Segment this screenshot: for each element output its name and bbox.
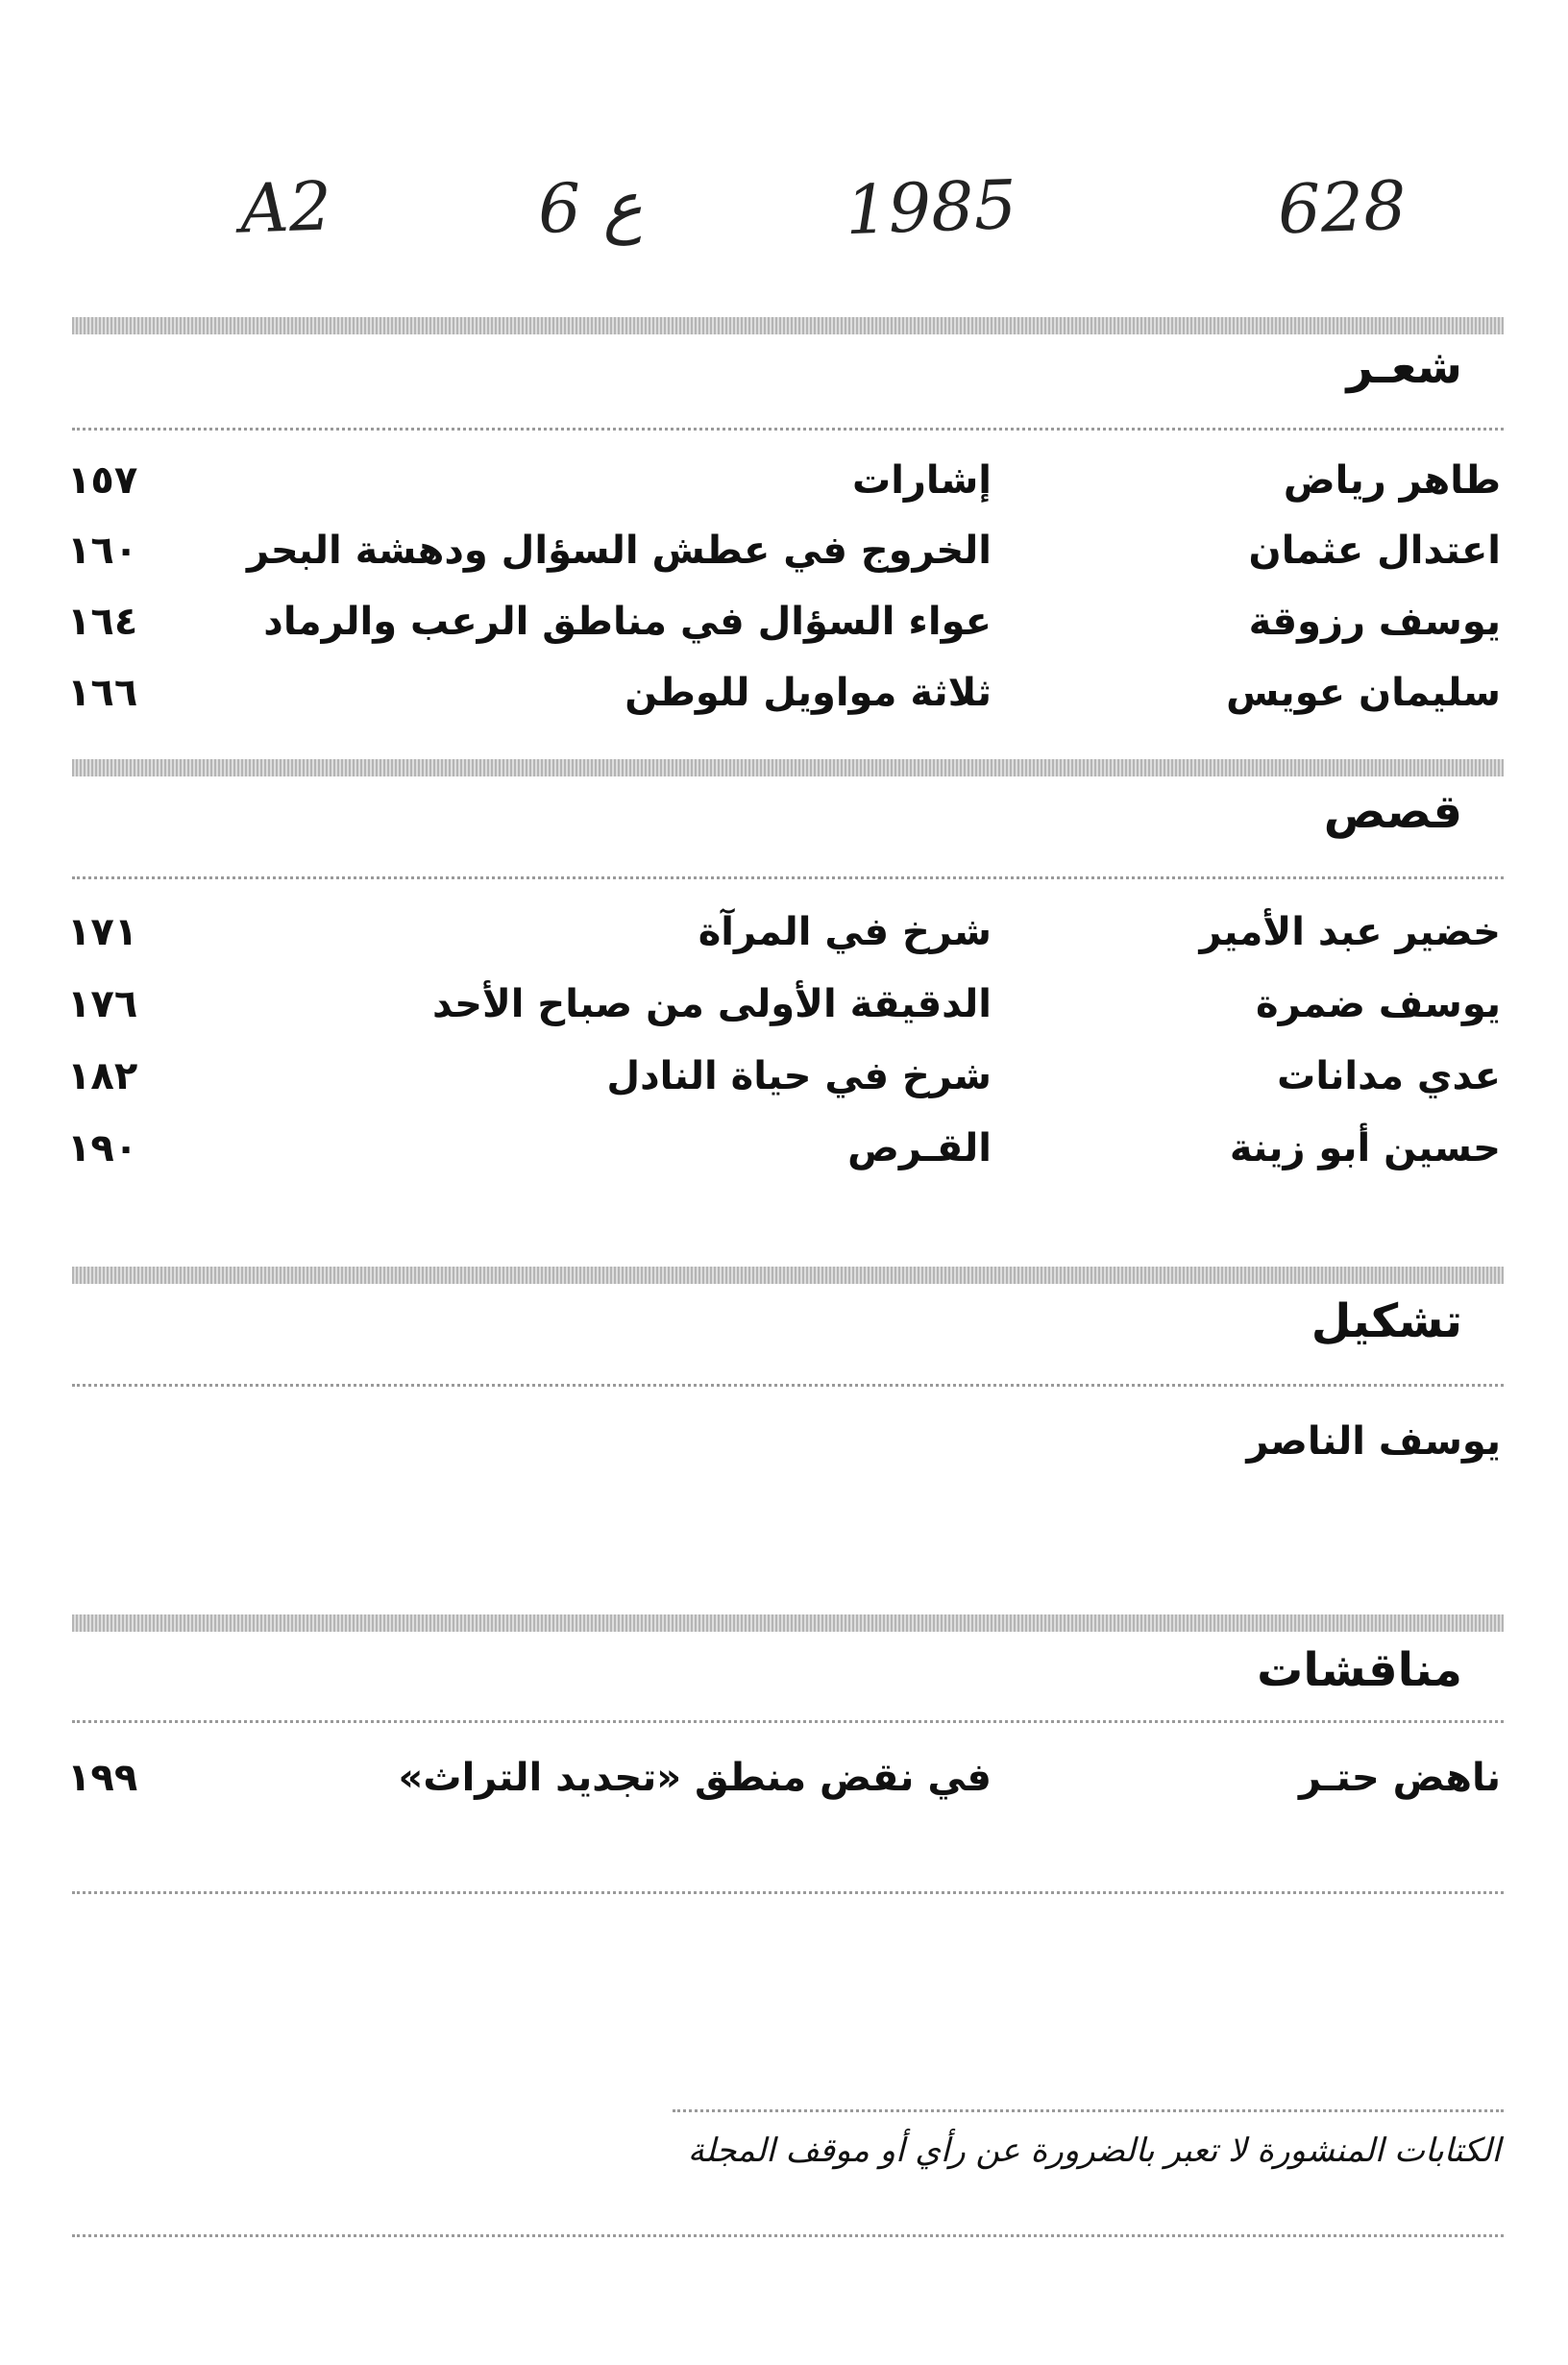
section-divider: [72, 1267, 1504, 1284]
toc-entry[interactable]: [0, 899, 1568, 966]
handwritten-note-2: 1985: [844, 164, 1018, 251]
section-divider: [72, 759, 1504, 776]
section-divider: [72, 1614, 1504, 1632]
toc-entry[interactable]: [0, 588, 1568, 655]
entry-page: ١٦٤: [67, 600, 138, 644]
entry-title: الخروج في عطش السؤال ودهشة البحر: [246, 529, 992, 573]
footnote-rule-top: [673, 2109, 1504, 2112]
entry-page: ١٦٠: [67, 529, 138, 573]
section-underline: [72, 1384, 1504, 1387]
entry-title: عواء السؤال في مناطق الرعب والرماد: [263, 600, 992, 644]
footnote-rule-bottom: [72, 2234, 1504, 2237]
section-underline: [72, 428, 1504, 431]
section-divider: [72, 317, 1504, 334]
entry-author: عدي مدانات: [1277, 1054, 1501, 1098]
toc-entry[interactable]: [0, 971, 1568, 1038]
handwritten-note-4: A2: [238, 166, 333, 249]
disclaimer-footnote: الكتابات المنشورة لا تعبر بالضرورة عن رأي أو موقف المجلة: [687, 2131, 1501, 2170]
toc-entry[interactable]: [0, 1043, 1568, 1110]
entry-title: ثلاثة مواويل للوطن: [625, 671, 992, 715]
section-underline: [72, 876, 1504, 879]
entry-title: الدقيقة الأولى من صباح الأحد: [432, 982, 992, 1026]
section-underline: [72, 1720, 1504, 1723]
entry-title: القـرص: [847, 1126, 992, 1170]
handwritten-note-3: ع 6: [536, 166, 644, 249]
entry-author: يوسف ضمرة: [1256, 982, 1501, 1026]
entry-author: يوسف الناصر: [1246, 1419, 1501, 1464]
handwritten-note-1: 628: [1276, 165, 1408, 250]
section-title-art: تشكيل: [1311, 1294, 1462, 1348]
section-title-discussions: مناقشات: [1257, 1643, 1462, 1697]
entry-author: يوسف رزوقة: [1248, 600, 1501, 644]
entry-author: خضير عبد الأمير: [1199, 910, 1501, 954]
entry-author: طاهر رياض: [1283, 458, 1501, 503]
entry-author: اعتدال عثمان: [1248, 529, 1501, 573]
section-title-poetry: شعـر: [1346, 340, 1462, 394]
entry-title: شرخ في المرآة: [698, 910, 992, 954]
entry-author: ناهض حتـر: [1299, 1756, 1501, 1800]
section-end-rule: [72, 1891, 1504, 1894]
section-title-stories: قصص: [1323, 785, 1462, 839]
entry-title: إشارات: [852, 458, 992, 503]
toc-entry[interactable]: [0, 659, 1568, 727]
entry-page: ١٨٢: [67, 1054, 138, 1098]
entry-title: شرخ في حياة النادل: [606, 1054, 992, 1098]
entry-title: في نقض منطق «تجديد التراث»: [398, 1756, 992, 1800]
entry-page: ١٩٩: [67, 1756, 138, 1800]
entry-page: ١٦٦: [67, 671, 138, 715]
entry-author: حسين أبو زينة: [1229, 1126, 1501, 1170]
entry-page: ١٧٦: [67, 982, 138, 1026]
entry-page: ١٥٧: [67, 458, 138, 503]
toc-entry[interactable]: [0, 1408, 1568, 1475]
entry-page: ١٩٠: [67, 1126, 138, 1170]
entry-author: سليمان عويس: [1226, 671, 1501, 715]
toc-entry[interactable]: [0, 1744, 1568, 1811]
toc-entry[interactable]: [0, 447, 1568, 514]
toc-entry[interactable]: [0, 1115, 1568, 1182]
toc-entry[interactable]: [0, 517, 1568, 584]
entry-page: ١٧١: [67, 910, 138, 954]
